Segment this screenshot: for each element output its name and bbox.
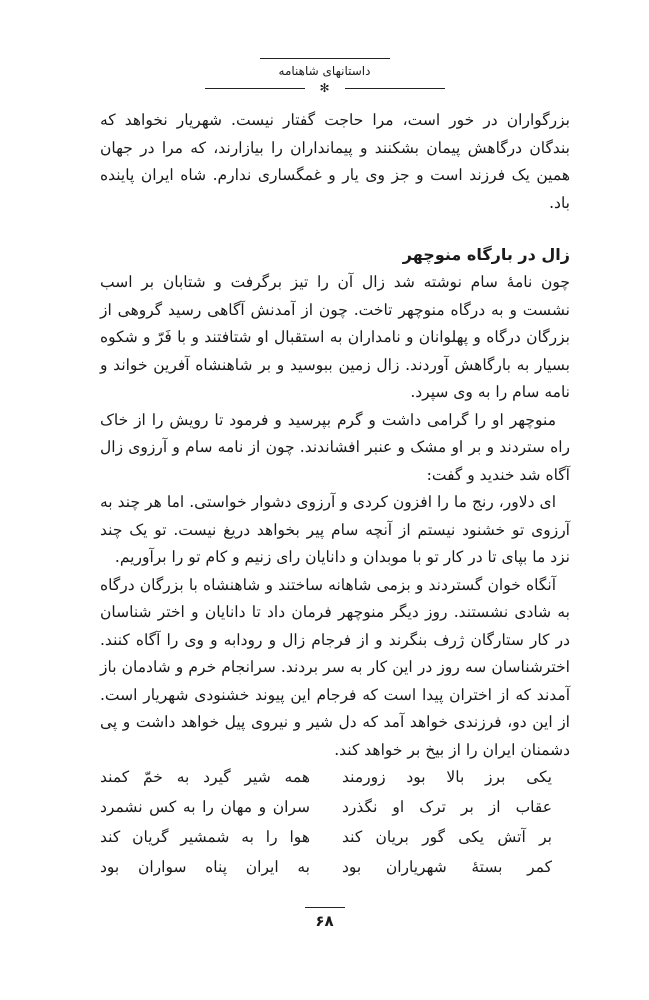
page-body xyxy=(100,107,570,764)
running-header xyxy=(0,58,649,94)
verse-first-hemistich: عقاب از بر ترک او نگذرد xyxy=(342,798,552,816)
body-paragraph: منوچهر او را گرامی داشت و گرم بپرسید و فرمود تا رویش را از خاک راه ستردند و بر او مشک و عنبر افشاندند. چون از نامه سام و آرزوی زال آگاه شد خندید و گفت: xyxy=(100,410,570,484)
body-paragraph: آنگاه خوان گستردند و بزمی شاهانه ساختند و شاهنشاه با بزرگان درگاه به شادی نشستند. روز دیگر منوچهر فرمان داد تا دانایان و اختر شناسان در کار ستارگان ژرف بنگرند و از فرجام زال و رودابه و وی را آگاه کنند. اخترشناسان سه روز در این کار به سر بردند. سرانجام خرم و شادمان باز آمدند که از اختران پیدا است که فرجام این پیوند خشنودی شهریار است. از این دو، فرزندی خواهد آمد که دل شیر و نیروی پیل خواهد داشت و پی دشمنان ایران را از بیخ بر خواهد کند. xyxy=(100,575,570,759)
running-title: داستانهای شاهنامه xyxy=(278,64,371,78)
body-paragraph: چون نامهٔ سام نوشته شد زال آن را تیز برگرفت و شتابان بر اسب نشست و به درگاه منوچهر تاخت. چون از آمدنش آگاهی رسید گروهی از بزرگان درگاه و پهلوانان و نامداران به استقبال او شتافتند و با فَرّ و شکوه بسیار به بارگاهش آوردند. زال زمین ببوسید و بر شاهنشاه آفرین خواند و نامه سام را به وی سپرد. xyxy=(100,273,570,401)
page-footer xyxy=(0,907,649,930)
verse-second-hemistich: سران و مهان را به کس نشمرد xyxy=(100,798,310,816)
footer-rule xyxy=(305,907,345,908)
verse-couplet xyxy=(100,762,570,792)
header-ornament-icon: ✻ xyxy=(205,82,445,94)
opening-paragraph: بزرگواران در خور است، مرا حاجت گفتار نیست. شهریار نخواهد که بندگان درگاهش پیمان بشکنند و پیمانداران را بیازارند، که مرا در جهان همین یک فرزند است و جز وی یار و غمگساری ندارم. شاه ایران پاینده باد. xyxy=(100,111,570,212)
header-top-rule xyxy=(260,58,390,59)
verse-second-hemistich: هوا را به شمشیر گریان کند xyxy=(100,828,310,846)
verse-couplet xyxy=(100,822,570,852)
verse-couplet xyxy=(100,792,570,822)
verse-first-hemistich: بر آتش یکی گور بریان کند xyxy=(342,828,552,846)
verse-couplet xyxy=(100,852,570,882)
verse-first-hemistich: کمر بستهٔ شهریاران بود xyxy=(342,858,552,876)
poem-verses xyxy=(100,762,570,882)
verse-second-hemistich: به ایران پناه سواران بود xyxy=(100,858,310,876)
section-heading: زال در بارگاه منوچهر xyxy=(402,245,570,264)
verse-first-hemistich: یکی برز بالا بود زورمند xyxy=(342,768,552,786)
page-number: ۶۸ xyxy=(315,912,334,930)
verse-second-hemistich: همه شیر گیرد به خمّ کمند xyxy=(100,768,310,786)
quoted-speech-paragraph: ای دلاور، رنج ما را افزون کردی و آرزوی دشوار خواستی. اما هر چند به آرزوی تو خشنود نیستم از آنچه سام پیر بخواهد دریغ نیست. تو یک چند نزد ما بپای تا در کار تو با موبدان و دانایان رای زنیم و کام تو را برآوریم. xyxy=(100,493,570,566)
